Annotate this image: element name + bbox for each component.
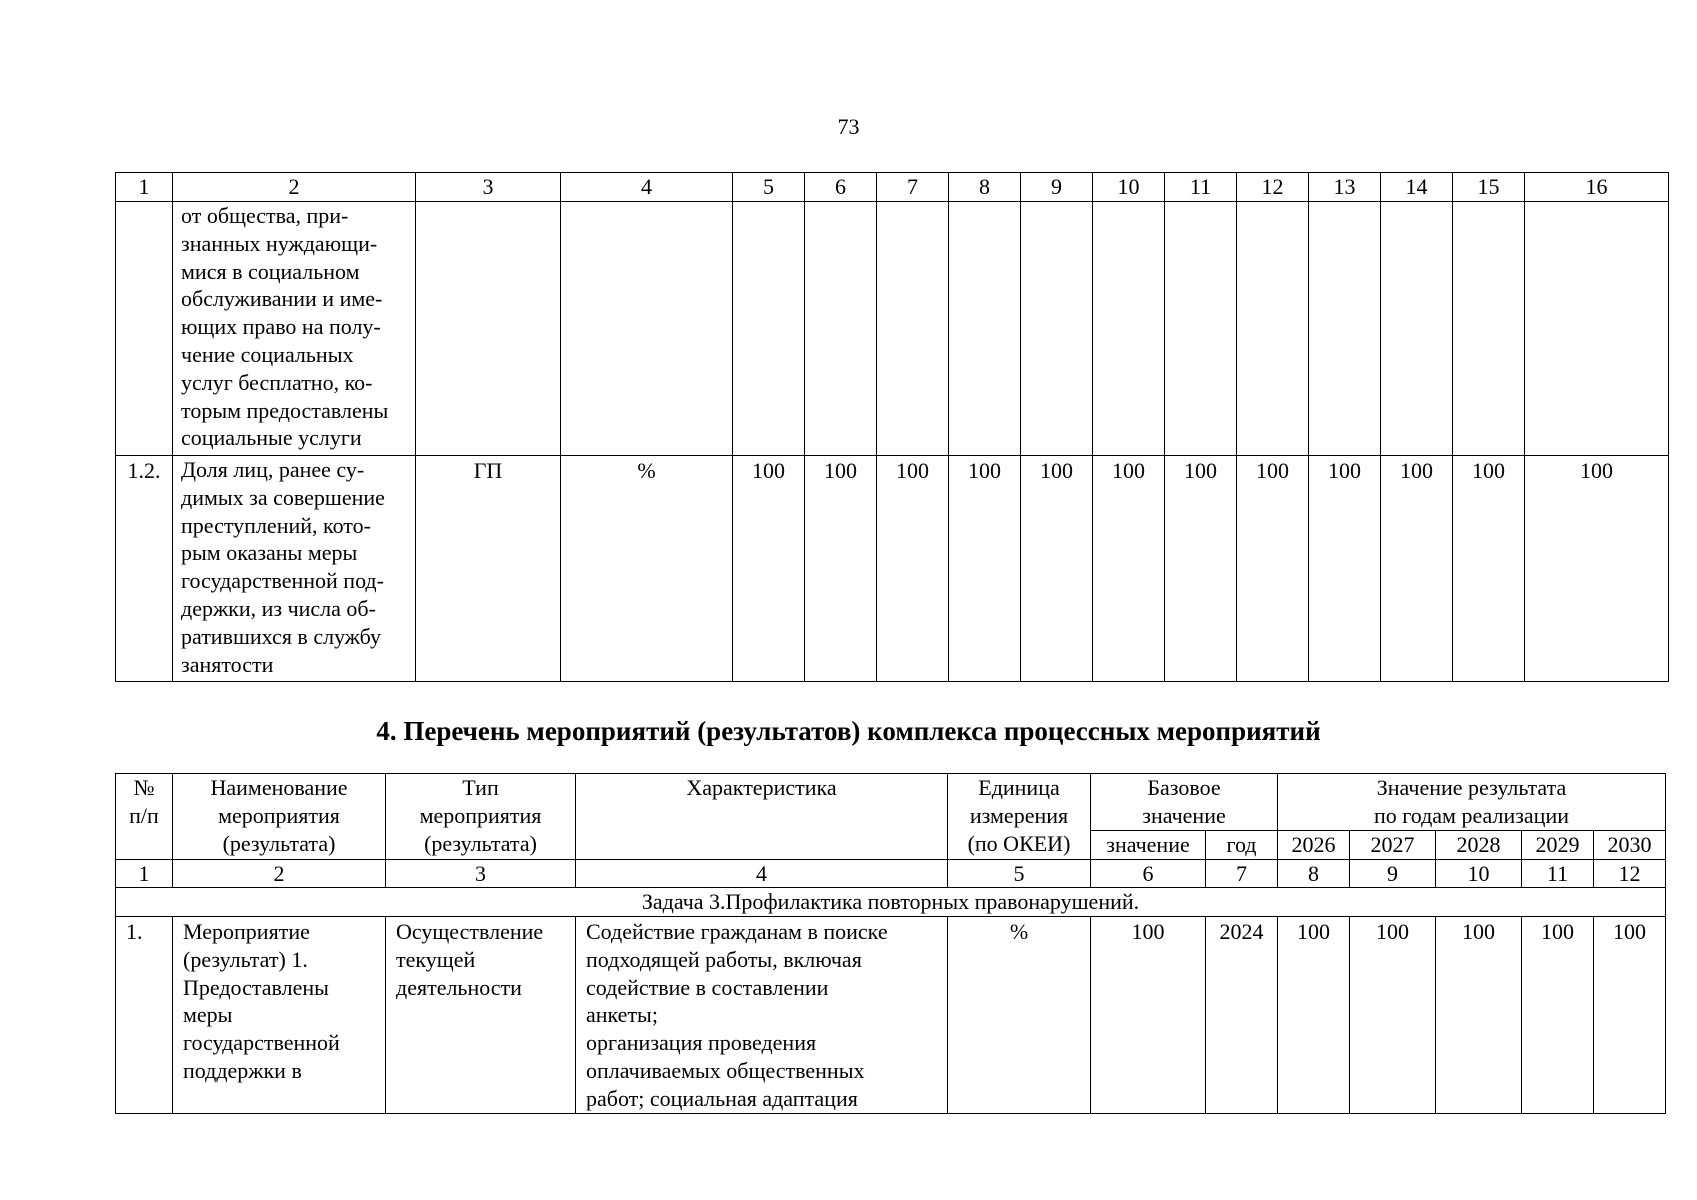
column-number: 10 xyxy=(1436,860,1522,888)
base-value: 100 xyxy=(1091,917,1206,1114)
column-number: 9 xyxy=(1021,173,1093,202)
measure-characteristic: Содействие гражданам в поиске подходящей работы, включая содействие в составлении анкеты; организация проведения оплачиваемых общественных работ; социальная адаптация xyxy=(576,917,948,1114)
empty-cell xyxy=(561,202,733,456)
year-value: 100 xyxy=(1278,917,1350,1114)
empty-cell xyxy=(1237,202,1309,456)
empty-cell xyxy=(733,202,805,456)
table-row xyxy=(116,917,1666,1114)
header-years-group: Значение результата по годам реализации xyxy=(1278,774,1666,831)
header-year: 2030 xyxy=(1594,831,1666,860)
column-number: 12 xyxy=(1237,173,1309,202)
header-year: 2029 xyxy=(1522,831,1594,860)
column-number: 10 xyxy=(1093,173,1165,202)
header-unit: Единица измерения (по ОКЕИ) xyxy=(948,774,1091,860)
row-number: 1.2. xyxy=(116,456,173,682)
table-row xyxy=(116,202,1669,456)
value-cell: 100 xyxy=(949,456,1021,682)
column-number: 3 xyxy=(416,173,561,202)
indicators-table-continued xyxy=(115,172,1669,682)
measures-table xyxy=(115,773,1666,1114)
value-cell: 100 xyxy=(805,456,877,682)
measure-unit: % xyxy=(948,917,1091,1114)
column-number-row xyxy=(116,173,1669,202)
page-number: 73 xyxy=(837,114,860,139)
column-number: 5 xyxy=(948,860,1091,888)
empty-cell xyxy=(949,202,1021,456)
indicator-name-continued: от общества, при- знанных нуждающи- мися в социальном обслуживании и име- ющих право на полу- чение социальных услуг бесплатно, ко- торым предоставлены социальные услуги xyxy=(173,202,416,456)
column-number: 13 xyxy=(1309,173,1381,202)
column-number: 2 xyxy=(173,860,386,888)
column-number: 8 xyxy=(949,173,1021,202)
column-number: 5 xyxy=(733,173,805,202)
column-number: 1 xyxy=(116,173,173,202)
header-year: 2026 xyxy=(1278,831,1350,860)
header-name: Наименование мероприятия (результата) xyxy=(173,774,386,860)
empty-cell xyxy=(116,202,173,456)
empty-cell xyxy=(416,202,561,456)
column-number: 3 xyxy=(386,860,576,888)
value-cell: 100 xyxy=(1381,456,1453,682)
empty-cell xyxy=(1093,202,1165,456)
column-number-row xyxy=(116,860,1666,888)
column-number: 8 xyxy=(1278,860,1350,888)
column-number: 9 xyxy=(1350,860,1436,888)
base-year: 2024 xyxy=(1206,917,1278,1114)
year-value: 100 xyxy=(1522,917,1594,1114)
table-row xyxy=(116,456,1669,682)
empty-cell xyxy=(1453,202,1525,456)
column-number: 6 xyxy=(805,173,877,202)
column-number: 16 xyxy=(1525,173,1669,202)
value-cell: 100 xyxy=(1237,456,1309,682)
column-number: 12 xyxy=(1594,860,1666,888)
value-cell: 100 xyxy=(733,456,805,682)
header-year: 2027 xyxy=(1350,831,1436,860)
header-row xyxy=(116,774,1666,831)
empty-cell xyxy=(805,202,877,456)
value-cell: 100 xyxy=(1525,456,1669,682)
row-number: 1. xyxy=(116,917,173,1114)
column-number: 7 xyxy=(877,173,949,202)
value-cell: 100 xyxy=(877,456,949,682)
indicator-type: ГП xyxy=(416,456,561,682)
empty-cell xyxy=(1021,202,1093,456)
measure-name: Мероприятие (результат) 1. Предоставлены меры государственной поддержки в xyxy=(173,917,386,1114)
value-cell: 100 xyxy=(1453,456,1525,682)
measure-type: Осуществление текущей деятельности xyxy=(386,917,576,1114)
empty-cell xyxy=(1309,202,1381,456)
section-title: 4. Перечень мероприятий (результатов) комплекса процессных мероприятий xyxy=(376,716,1321,746)
column-number: 7 xyxy=(1206,860,1278,888)
year-value: 100 xyxy=(1594,917,1666,1114)
column-number: 1 xyxy=(116,860,173,888)
value-cell: 100 xyxy=(1021,456,1093,682)
value-cell: 100 xyxy=(1165,456,1237,682)
column-number: 4 xyxy=(561,173,733,202)
indicator-unit: % xyxy=(561,456,733,682)
empty-cell xyxy=(1381,202,1453,456)
year-value: 100 xyxy=(1436,917,1522,1114)
task-row xyxy=(116,888,1666,917)
column-number: 15 xyxy=(1453,173,1525,202)
column-number: 11 xyxy=(1165,173,1237,202)
column-number: 11 xyxy=(1522,860,1594,888)
header-base-year: год xyxy=(1206,831,1278,860)
header-base-value: значение xyxy=(1091,831,1206,860)
value-cell: 100 xyxy=(1093,456,1165,682)
empty-cell xyxy=(1525,202,1669,456)
header-base: Базовое значение xyxy=(1091,774,1278,831)
header-num: № п/п xyxy=(116,774,173,860)
empty-cell xyxy=(877,202,949,456)
header-type: Тип мероприятия (результата) xyxy=(386,774,576,860)
column-number: 6 xyxy=(1091,860,1206,888)
year-value: 100 xyxy=(1350,917,1436,1114)
column-number: 14 xyxy=(1381,173,1453,202)
column-number: 4 xyxy=(576,860,948,888)
empty-cell xyxy=(1165,202,1237,456)
task-title: Задача 3.Профилактика повторных правонарушений. xyxy=(116,888,1666,917)
header-year: 2028 xyxy=(1436,831,1522,860)
header-characteristic: Характеристика xyxy=(576,774,948,860)
value-cell: 100 xyxy=(1309,456,1381,682)
column-number: 2 xyxy=(173,173,416,202)
indicator-name: Доля лиц, ранее су- димых за совершение преступлений, кото- рым оказаны меры государственной под- держки, из числа об- ратившихся в службу занятости xyxy=(173,456,416,682)
